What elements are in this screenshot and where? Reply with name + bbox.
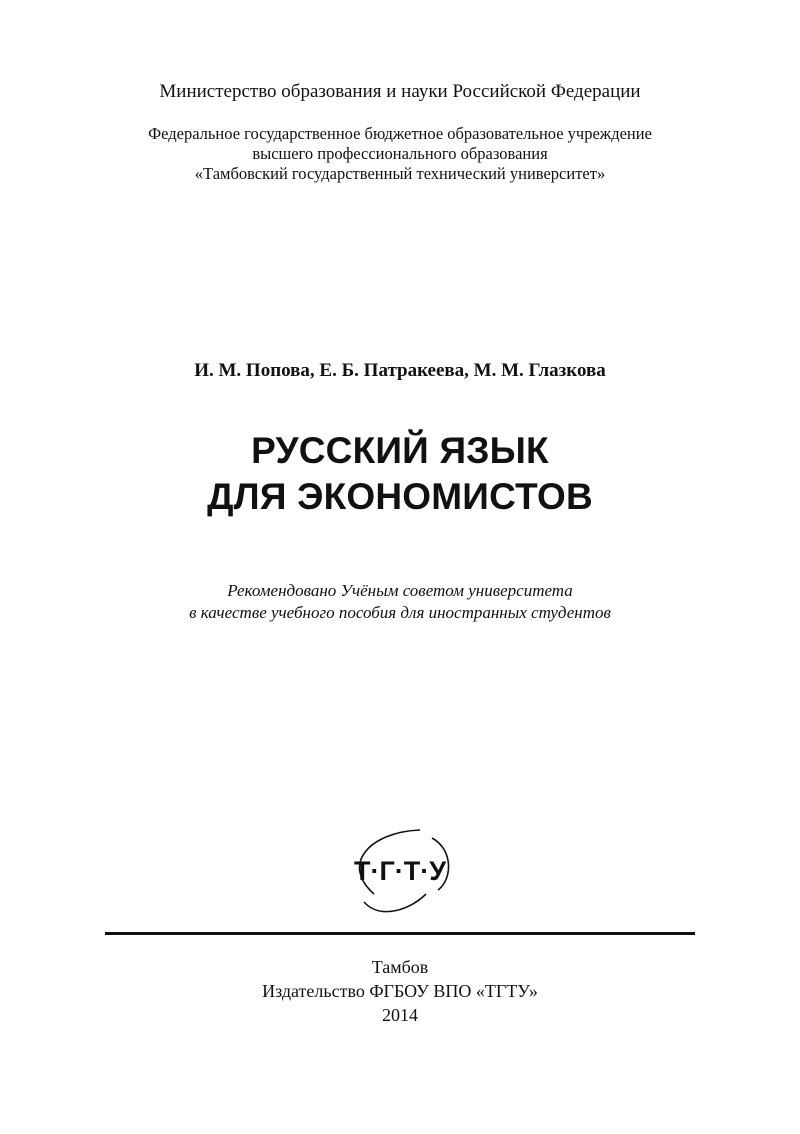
institution-line-1: Федеральное государственное бюджетное образовательное учреждение — [148, 124, 652, 143]
authors-line: И. М. Попова, Е. Б. Патракеева, М. М. Глазкова — [194, 360, 606, 381]
book-title-line-1: РУССКИЙ ЯЗЫК — [251, 430, 549, 471]
institution-line-3: «Тамбовский государственный технический университет» — [194, 164, 606, 183]
imprint-year: 2014 — [382, 1005, 418, 1025]
institution-block — [0, 124, 800, 184]
recommendation-line-2: в качестве учебного пособия для иностранных студентов — [189, 603, 611, 622]
recommendation-line-1: Рекомендовано Учёным советом университета — [227, 581, 573, 600]
imprint-city: Тамбов — [371, 957, 429, 977]
imprint-block — [0, 955, 800, 1027]
book-title — [0, 428, 800, 520]
book-title-line-2: ДЛЯ ЭКОНОМИСТОВ — [207, 476, 593, 517]
imprint-publisher: Издательство ФГБОУ ВПО «ТГТУ» — [262, 981, 538, 1001]
tgtu-logo-text: Т·Г·Т·У — [353, 856, 447, 886]
divider-rule — [105, 932, 695, 935]
institution-line-2: высшего профессионального образования — [252, 144, 548, 163]
ministry-line: Министерство образования и науки Российской Федерации — [159, 81, 641, 102]
recommendation-block — [0, 580, 800, 624]
tgtu-logo-icon — [330, 824, 470, 916]
